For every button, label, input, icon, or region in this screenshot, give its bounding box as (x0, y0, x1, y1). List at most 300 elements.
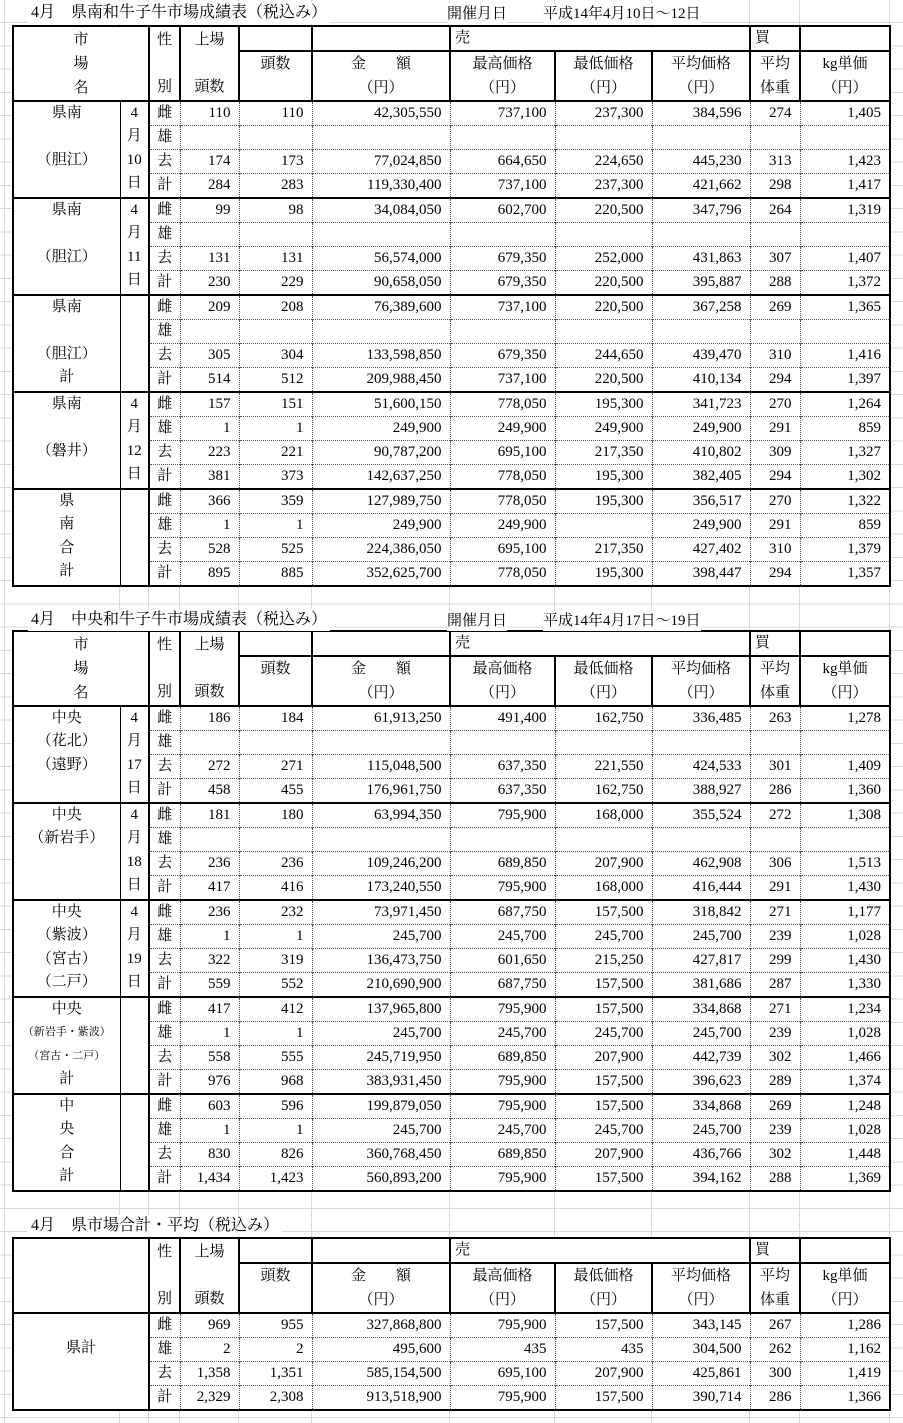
header-blank-cell[interactable] (800, 1238, 890, 1263)
value-cell[interactable]: 2,308 (239, 1386, 312, 1411)
value-cell[interactable]: 168,000 (555, 803, 652, 828)
value-cell[interactable]: 90,787,200 (312, 441, 450, 465)
value-cell[interactable]: 310 (750, 538, 800, 562)
value-cell[interactable]: 90,658,050 (312, 271, 450, 296)
value-cell[interactable]: 288 (750, 271, 800, 296)
value-cell[interactable]: 291 (750, 417, 800, 441)
value-cell[interactable]: 795,900 (450, 1313, 555, 1338)
header-market-name[interactable]: 市 場 名 (13, 26, 149, 101)
value-cell[interactable]: 269 (750, 1094, 800, 1119)
value-cell[interactable]: 410,802 (652, 441, 750, 465)
value-cell[interactable]: 42,305,550 (312, 101, 450, 126)
value-cell[interactable] (239, 126, 312, 150)
value-cell[interactable]: 795,900 (450, 1070, 555, 1095)
value-cell[interactable]: 795,900 (450, 1386, 555, 1411)
header-col-5[interactable]: 平均 体重 (750, 656, 800, 706)
value-cell[interactable] (750, 731, 800, 755)
sex-cell[interactable]: 雌 (149, 706, 180, 731)
market-cell[interactable]: 県南 （胆江） 計 (13, 295, 120, 392)
value-cell[interactable] (450, 126, 555, 150)
value-cell[interactable]: 288 (750, 1167, 800, 1192)
market-cell[interactable]: 県計 (13, 1313, 149, 1410)
value-cell[interactable]: 207,900 (555, 1143, 652, 1167)
value-cell[interactable] (652, 223, 750, 247)
header-col-0[interactable]: 頭数 (239, 1263, 312, 1313)
value-cell[interactable]: 249,900 (450, 417, 555, 441)
value-cell[interactable]: 264 (750, 198, 800, 223)
value-cell[interactable]: 162,750 (555, 706, 652, 731)
sex-cell[interactable]: 計 (149, 368, 180, 393)
value-cell[interactable]: 309 (750, 441, 800, 465)
value-cell[interactable]: 207,900 (555, 852, 652, 876)
value-cell[interactable]: 110 (239, 101, 312, 126)
sex-cell[interactable]: 雄 (149, 731, 180, 755)
value-cell[interactable]: 137,965,800 (312, 997, 450, 1022)
value-cell[interactable]: 1,434 (180, 1167, 239, 1192)
value-cell[interactable]: 559 (180, 973, 239, 998)
value-cell[interactable]: 272 (180, 755, 239, 779)
value-cell[interactable]: 427,817 (652, 949, 750, 973)
value-cell[interactable]: 306 (750, 852, 800, 876)
value-cell[interactable]: 119,330,400 (312, 174, 450, 199)
value-cell[interactable]: 1,351 (239, 1362, 312, 1386)
value-cell[interactable]: 687,750 (450, 973, 555, 998)
value-cell[interactable]: 63,994,350 (312, 803, 450, 828)
value-cell[interactable]: 416 (239, 876, 312, 901)
value-cell[interactable]: 969 (180, 1313, 239, 1338)
value-cell[interactable]: 304,500 (652, 1338, 750, 1362)
value-cell[interactable]: 174 (180, 150, 239, 174)
value-cell[interactable]: 859 (800, 514, 890, 538)
value-cell[interactable]: 859 (800, 417, 890, 441)
value-cell[interactable]: 289 (750, 1070, 800, 1095)
value-cell[interactable]: 1,308 (800, 803, 890, 828)
table1-held-date-value[interactable]: 平成14年4月10日～12日 (543, 6, 701, 22)
value-cell[interactable]: 1 (180, 1119, 239, 1143)
value-cell[interactable]: 207,900 (555, 1362, 652, 1386)
value-cell[interactable]: 1 (239, 417, 312, 441)
value-cell[interactable]: 319 (239, 949, 312, 973)
value-cell[interactable]: 343,145 (652, 1313, 750, 1338)
value-cell[interactable]: 398,447 (652, 562, 750, 587)
value-cell[interactable]: 229 (239, 271, 312, 296)
sex-cell[interactable]: 計 (149, 271, 180, 296)
value-cell[interactable]: 267 (750, 1313, 800, 1338)
value-cell[interactable]: 1,379 (800, 538, 890, 562)
sex-cell[interactable]: 雄 (149, 925, 180, 949)
value-cell[interactable]: 245,719,950 (312, 1046, 450, 1070)
sex-cell[interactable]: 雄 (149, 514, 180, 538)
value-cell[interactable]: 181 (180, 803, 239, 828)
sex-cell[interactable]: 計 (149, 779, 180, 804)
value-cell[interactable]: 1,430 (800, 876, 890, 901)
value-cell[interactable]: 968 (239, 1070, 312, 1095)
header-col-6[interactable]: kg単価 （円） (800, 51, 890, 101)
header-blank-cell[interactable] (800, 631, 890, 656)
value-cell[interactable]: 737,100 (450, 368, 555, 393)
value-cell[interactable] (555, 731, 652, 755)
value-cell[interactable]: 1,423 (800, 150, 890, 174)
value-cell[interactable] (239, 223, 312, 247)
sex-cell[interactable]: 雄 (149, 828, 180, 852)
value-cell[interactable]: 157,500 (555, 1070, 652, 1095)
value-cell[interactable]: 51,600,150 (312, 392, 450, 417)
value-cell[interactable]: 245,700 (555, 1119, 652, 1143)
header-sex[interactable]: 性 別 (149, 1238, 180, 1313)
value-cell[interactable]: 1,248 (800, 1094, 890, 1119)
value-cell[interactable]: 115,048,500 (312, 755, 450, 779)
value-cell[interactable] (312, 223, 450, 247)
header-buy-group[interactable]: 買 (750, 1238, 800, 1263)
value-cell[interactable]: 195,300 (555, 562, 652, 587)
value-cell[interactable]: 410,134 (652, 368, 750, 393)
value-cell[interactable]: 1,319 (800, 198, 890, 223)
value-cell[interactable]: 885 (239, 562, 312, 587)
value-cell[interactable]: 245,700 (312, 1119, 450, 1143)
value-cell[interactable]: 98 (239, 198, 312, 223)
value-cell[interactable]: 1,417 (800, 174, 890, 199)
sex-cell[interactable]: 雄 (149, 1338, 180, 1362)
sex-cell[interactable]: 雌 (149, 489, 180, 514)
sex-cell[interactable]: 去 (149, 344, 180, 368)
value-cell[interactable]: 421,662 (652, 174, 750, 199)
sex-cell[interactable]: 計 (149, 973, 180, 998)
value-cell[interactable] (312, 320, 450, 344)
value-cell[interactable]: 778,050 (450, 489, 555, 514)
date-cell[interactable]: 4 月 11 日 (120, 198, 149, 295)
value-cell[interactable]: 110 (180, 101, 239, 126)
value-cell[interactable]: 1,286 (800, 1313, 890, 1338)
value-cell[interactable]: 186 (180, 706, 239, 731)
market-cell[interactable]: 県南 （磐井） (13, 392, 120, 489)
table2-title[interactable]: 4月 中央和牛子牛市場成績表（税込み） (28, 609, 330, 631)
sex-cell[interactable]: 雌 (149, 295, 180, 320)
value-cell[interactable]: 199,879,050 (312, 1094, 450, 1119)
value-cell[interactable]: 585,154,500 (312, 1362, 450, 1386)
header-listed-heads[interactable]: 上場 頭数 (180, 1238, 239, 1313)
value-cell[interactable]: 162,750 (555, 779, 652, 804)
value-cell[interactable]: 221,550 (555, 755, 652, 779)
value-cell[interactable]: 552 (239, 973, 312, 998)
value-cell[interactable]: 462,908 (652, 852, 750, 876)
value-cell[interactable]: 245,700 (450, 925, 555, 949)
value-cell[interactable]: 151 (239, 392, 312, 417)
value-cell[interactable]: 1,416 (800, 344, 890, 368)
value-cell[interactable]: 294 (750, 465, 800, 490)
value-cell[interactable]: 795,900 (450, 876, 555, 901)
value-cell[interactable]: 417 (180, 997, 239, 1022)
value-cell[interactable]: 327,868,800 (312, 1313, 450, 1338)
header-col-4[interactable]: 平均価格 （円） (652, 1263, 750, 1313)
value-cell[interactable]: 287 (750, 973, 800, 998)
header-buy-group[interactable]: 買 (750, 631, 800, 656)
value-cell[interactable]: 291 (750, 514, 800, 538)
header-col-3[interactable]: 最低価格 （円） (555, 51, 652, 101)
value-cell[interactable]: 157,500 (555, 1094, 652, 1119)
value-cell[interactable]: 795,900 (450, 803, 555, 828)
sex-cell[interactable]: 計 (149, 562, 180, 587)
value-cell[interactable]: 435 (450, 1338, 555, 1362)
value-cell[interactable]: 383,931,450 (312, 1070, 450, 1095)
value-cell[interactable]: 1,357 (800, 562, 890, 587)
value-cell[interactable]: 173 (239, 150, 312, 174)
header-sell-group[interactable]: 売 (450, 1238, 750, 1263)
value-cell[interactable]: 157,500 (555, 1167, 652, 1192)
value-cell[interactable]: 157,500 (555, 973, 652, 998)
value-cell[interactable]: 664,650 (450, 150, 555, 174)
header-sell-group[interactable]: 売 (450, 631, 750, 656)
value-cell[interactable]: 1,466 (800, 1046, 890, 1070)
sex-cell[interactable]: 去 (149, 441, 180, 465)
value-cell[interactable]: 1,358 (180, 1362, 239, 1386)
value-cell[interactable]: 236 (239, 852, 312, 876)
value-cell[interactable]: 1,327 (800, 441, 890, 465)
header-col-3[interactable]: 最低価格 （円） (555, 1263, 652, 1313)
value-cell[interactable]: 381,686 (652, 973, 750, 998)
value-cell[interactable]: 1,028 (800, 1119, 890, 1143)
value-cell[interactable]: 830 (180, 1143, 239, 1167)
header-blank-cell[interactable] (312, 26, 450, 51)
sex-cell[interactable]: 計 (149, 1386, 180, 1411)
sex-cell[interactable]: 去 (149, 247, 180, 271)
value-cell[interactable]: 390,714 (652, 1386, 750, 1411)
value-cell[interactable]: 168,000 (555, 876, 652, 901)
sex-cell[interactable]: 雌 (149, 198, 180, 223)
value-cell[interactable]: 1 (239, 1022, 312, 1046)
date-cell[interactable]: 4 月 12 日 (120, 392, 149, 489)
header-sex[interactable]: 性 別 (149, 26, 180, 101)
sex-cell[interactable]: 去 (149, 755, 180, 779)
sex-cell[interactable]: 雌 (149, 101, 180, 126)
value-cell[interactable]: 1,360 (800, 779, 890, 804)
value-cell[interactable] (652, 731, 750, 755)
value-cell[interactable]: 1 (180, 1022, 239, 1046)
sex-cell[interactable]: 去 (149, 1143, 180, 1167)
value-cell[interactable] (239, 731, 312, 755)
value-cell[interactable]: 245,700 (555, 1022, 652, 1046)
value-cell[interactable] (800, 828, 890, 852)
sex-cell[interactable]: 雄 (149, 320, 180, 344)
value-cell[interactable] (800, 320, 890, 344)
value-cell[interactable]: 2 (239, 1338, 312, 1362)
value-cell[interactable]: 230 (180, 271, 239, 296)
value-cell[interactable]: 271 (239, 755, 312, 779)
value-cell[interactable]: 695,100 (450, 441, 555, 465)
value-cell[interactable]: 795,900 (450, 997, 555, 1022)
header-col-4[interactable]: 平均価格 （円） (652, 656, 750, 706)
value-cell[interactable] (555, 320, 652, 344)
sex-cell[interactable]: 雄 (149, 126, 180, 150)
value-cell[interactable]: 778,050 (450, 465, 555, 490)
value-cell[interactable]: 286 (750, 779, 800, 804)
value-cell[interactable]: 224,650 (555, 150, 652, 174)
value-cell[interactable]: 394,162 (652, 1167, 750, 1192)
value-cell[interactable]: 249,900 (652, 514, 750, 538)
value-cell[interactable] (450, 828, 555, 852)
value-cell[interactable]: 220,500 (555, 198, 652, 223)
header-col-1[interactable]: 金 額 （円） (312, 1263, 450, 1313)
value-cell[interactable]: 236 (180, 900, 239, 925)
value-cell[interactable]: 302 (750, 1143, 800, 1167)
value-cell[interactable]: 436,766 (652, 1143, 750, 1167)
header-blank-cell[interactable] (239, 26, 312, 51)
value-cell[interactable]: 286 (750, 1386, 800, 1411)
value-cell[interactable]: 157,500 (555, 997, 652, 1022)
value-cell[interactable]: 34,084,050 (312, 198, 450, 223)
header-sell-group[interactable]: 売 (450, 26, 750, 51)
value-cell[interactable]: 555 (239, 1046, 312, 1070)
value-cell[interactable] (652, 320, 750, 344)
value-cell[interactable]: 395,887 (652, 271, 750, 296)
value-cell[interactable]: 131 (239, 247, 312, 271)
sex-cell[interactable]: 雌 (149, 803, 180, 828)
date-cell[interactable]: 4 月 17 日 (120, 706, 149, 803)
value-cell[interactable]: 424,533 (652, 755, 750, 779)
value-cell[interactable]: 1,372 (800, 271, 890, 296)
value-cell[interactable]: 360,768,450 (312, 1143, 450, 1167)
value-cell[interactable]: 687,750 (450, 900, 555, 925)
market-cell[interactable]: 県南 （胆江） (13, 101, 120, 198)
value-cell[interactable]: 209,988,450 (312, 368, 450, 393)
value-cell[interactable]: 637,350 (450, 755, 555, 779)
table2-held-date-value[interactable]: 平成14年4月17日～19日 (543, 613, 701, 629)
value-cell[interactable]: 1,365 (800, 295, 890, 320)
value-cell[interactable] (652, 126, 750, 150)
value-cell[interactable]: 270 (750, 392, 800, 417)
value-cell[interactable]: 425,861 (652, 1362, 750, 1386)
value-cell[interactable]: 347,796 (652, 198, 750, 223)
header-col-1[interactable]: 金 額 （円） (312, 656, 450, 706)
value-cell[interactable]: 603 (180, 1094, 239, 1119)
value-cell[interactable] (555, 514, 652, 538)
value-cell[interactable]: 310 (750, 344, 800, 368)
value-cell[interactable]: 305 (180, 344, 239, 368)
value-cell[interactable] (239, 828, 312, 852)
value-cell[interactable]: 245,700 (652, 925, 750, 949)
sex-cell[interactable]: 計 (149, 465, 180, 490)
value-cell[interactable]: 142,637,250 (312, 465, 450, 490)
header-listed-heads[interactable]: 上場 頭数 (180, 631, 239, 706)
value-cell[interactable]: 284 (180, 174, 239, 199)
value-cell[interactable]: 294 (750, 562, 800, 587)
value-cell[interactable]: 795,900 (450, 1167, 555, 1192)
value-cell[interactable]: 689,850 (450, 1143, 555, 1167)
sex-cell[interactable]: 雌 (149, 1313, 180, 1338)
value-cell[interactable]: 291 (750, 876, 800, 901)
value-cell[interactable]: 679,350 (450, 344, 555, 368)
sex-cell[interactable]: 雄 (149, 1022, 180, 1046)
market-cell[interactable]: 中央 （新岩手・紫波） （宮古・二戸） 計 (13, 997, 120, 1094)
value-cell[interactable]: 1,405 (800, 101, 890, 126)
value-cell[interactable]: 294 (750, 368, 800, 393)
value-cell[interactable]: 601,650 (450, 949, 555, 973)
value-cell[interactable]: 431,863 (652, 247, 750, 271)
value-cell[interactable]: 689,850 (450, 1046, 555, 1070)
date-cell[interactable]: 4 月 19 日 (120, 900, 149, 997)
value-cell[interactable]: 223 (180, 441, 239, 465)
value-cell[interactable]: 356,517 (652, 489, 750, 514)
value-cell[interactable] (180, 126, 239, 150)
value-cell[interactable]: 1,419 (800, 1362, 890, 1386)
sex-cell[interactable]: 去 (149, 538, 180, 562)
value-cell[interactable] (750, 126, 800, 150)
value-cell[interactable]: 263 (750, 706, 800, 731)
value-cell[interactable]: 2,329 (180, 1386, 239, 1411)
value-cell[interactable]: 271 (750, 997, 800, 1022)
sex-cell[interactable]: 去 (149, 949, 180, 973)
value-cell[interactable]: 300 (750, 1362, 800, 1386)
value-cell[interactable] (180, 828, 239, 852)
value-cell[interactable]: 602,700 (450, 198, 555, 223)
value-cell[interactable]: 127,989,750 (312, 489, 450, 514)
date-cell[interactable]: 4 月 10 日 (120, 101, 149, 198)
value-cell[interactable]: 417 (180, 876, 239, 901)
value-cell[interactable]: 239 (750, 1022, 800, 1046)
value-cell[interactable] (652, 828, 750, 852)
value-cell[interactable]: 1,513 (800, 852, 890, 876)
sex-cell[interactable]: 雌 (149, 392, 180, 417)
value-cell[interactable]: 272 (750, 803, 800, 828)
value-cell[interactable]: 299 (750, 949, 800, 973)
value-cell[interactable]: 136,473,750 (312, 949, 450, 973)
date-cell[interactable] (120, 295, 149, 392)
value-cell[interactable]: 322 (180, 949, 239, 973)
value-cell[interactable]: 1,330 (800, 973, 890, 998)
header-col-0[interactable]: 頭数 (239, 51, 312, 101)
value-cell[interactable]: 221 (239, 441, 312, 465)
value-cell[interactable]: 1,430 (800, 949, 890, 973)
value-cell[interactable]: 491,400 (450, 706, 555, 731)
market-cell[interactable]: 中央 （新岩手） (13, 803, 120, 900)
sex-cell[interactable]: 雌 (149, 900, 180, 925)
value-cell[interactable]: 239 (750, 1119, 800, 1143)
date-cell[interactable] (120, 997, 149, 1094)
value-cell[interactable]: 396,623 (652, 1070, 750, 1095)
value-cell[interactable]: 427,402 (652, 538, 750, 562)
value-cell[interactable]: 976 (180, 1070, 239, 1095)
value-cell[interactable]: 236 (180, 852, 239, 876)
value-cell[interactable] (312, 731, 450, 755)
value-cell[interactable] (750, 320, 800, 344)
header-col-6[interactable]: kg単価 （円） (800, 656, 890, 706)
market-cell[interactable]: 中央 （紫波） （宮古） （二戸） (13, 900, 120, 997)
value-cell[interactable]: 525 (239, 538, 312, 562)
value-cell[interactable]: 157,500 (555, 900, 652, 925)
value-cell[interactable]: 220,500 (555, 271, 652, 296)
value-cell[interactable]: 1,397 (800, 368, 890, 393)
table1-title[interactable]: 4月 県南和牛子牛市場成績表（税込み） (28, 2, 330, 24)
value-cell[interactable]: 458 (180, 779, 239, 804)
value-cell[interactable] (450, 731, 555, 755)
value-cell[interactable]: 558 (180, 1046, 239, 1070)
value-cell[interactable] (555, 126, 652, 150)
header-blank-cell[interactable] (312, 631, 450, 656)
value-cell[interactable]: 249,900 (652, 417, 750, 441)
value-cell[interactable]: 596 (239, 1094, 312, 1119)
header-blank-cell[interactable] (239, 1238, 312, 1263)
value-cell[interactable]: 157,500 (555, 1313, 652, 1338)
value-cell[interactable]: 249,900 (450, 514, 555, 538)
value-cell[interactable]: 381 (180, 465, 239, 490)
header-listed-heads[interactable]: 上場 頭数 (180, 26, 239, 101)
sex-cell[interactable]: 計 (149, 876, 180, 901)
header-market-name[interactable] (13, 1238, 149, 1313)
value-cell[interactable]: 334,868 (652, 1094, 750, 1119)
value-cell[interactable]: 304 (239, 344, 312, 368)
value-cell[interactable]: 307 (750, 247, 800, 271)
value-cell[interactable]: 455 (239, 779, 312, 804)
table1-held-date-label[interactable]: 開催月日 (447, 6, 508, 22)
